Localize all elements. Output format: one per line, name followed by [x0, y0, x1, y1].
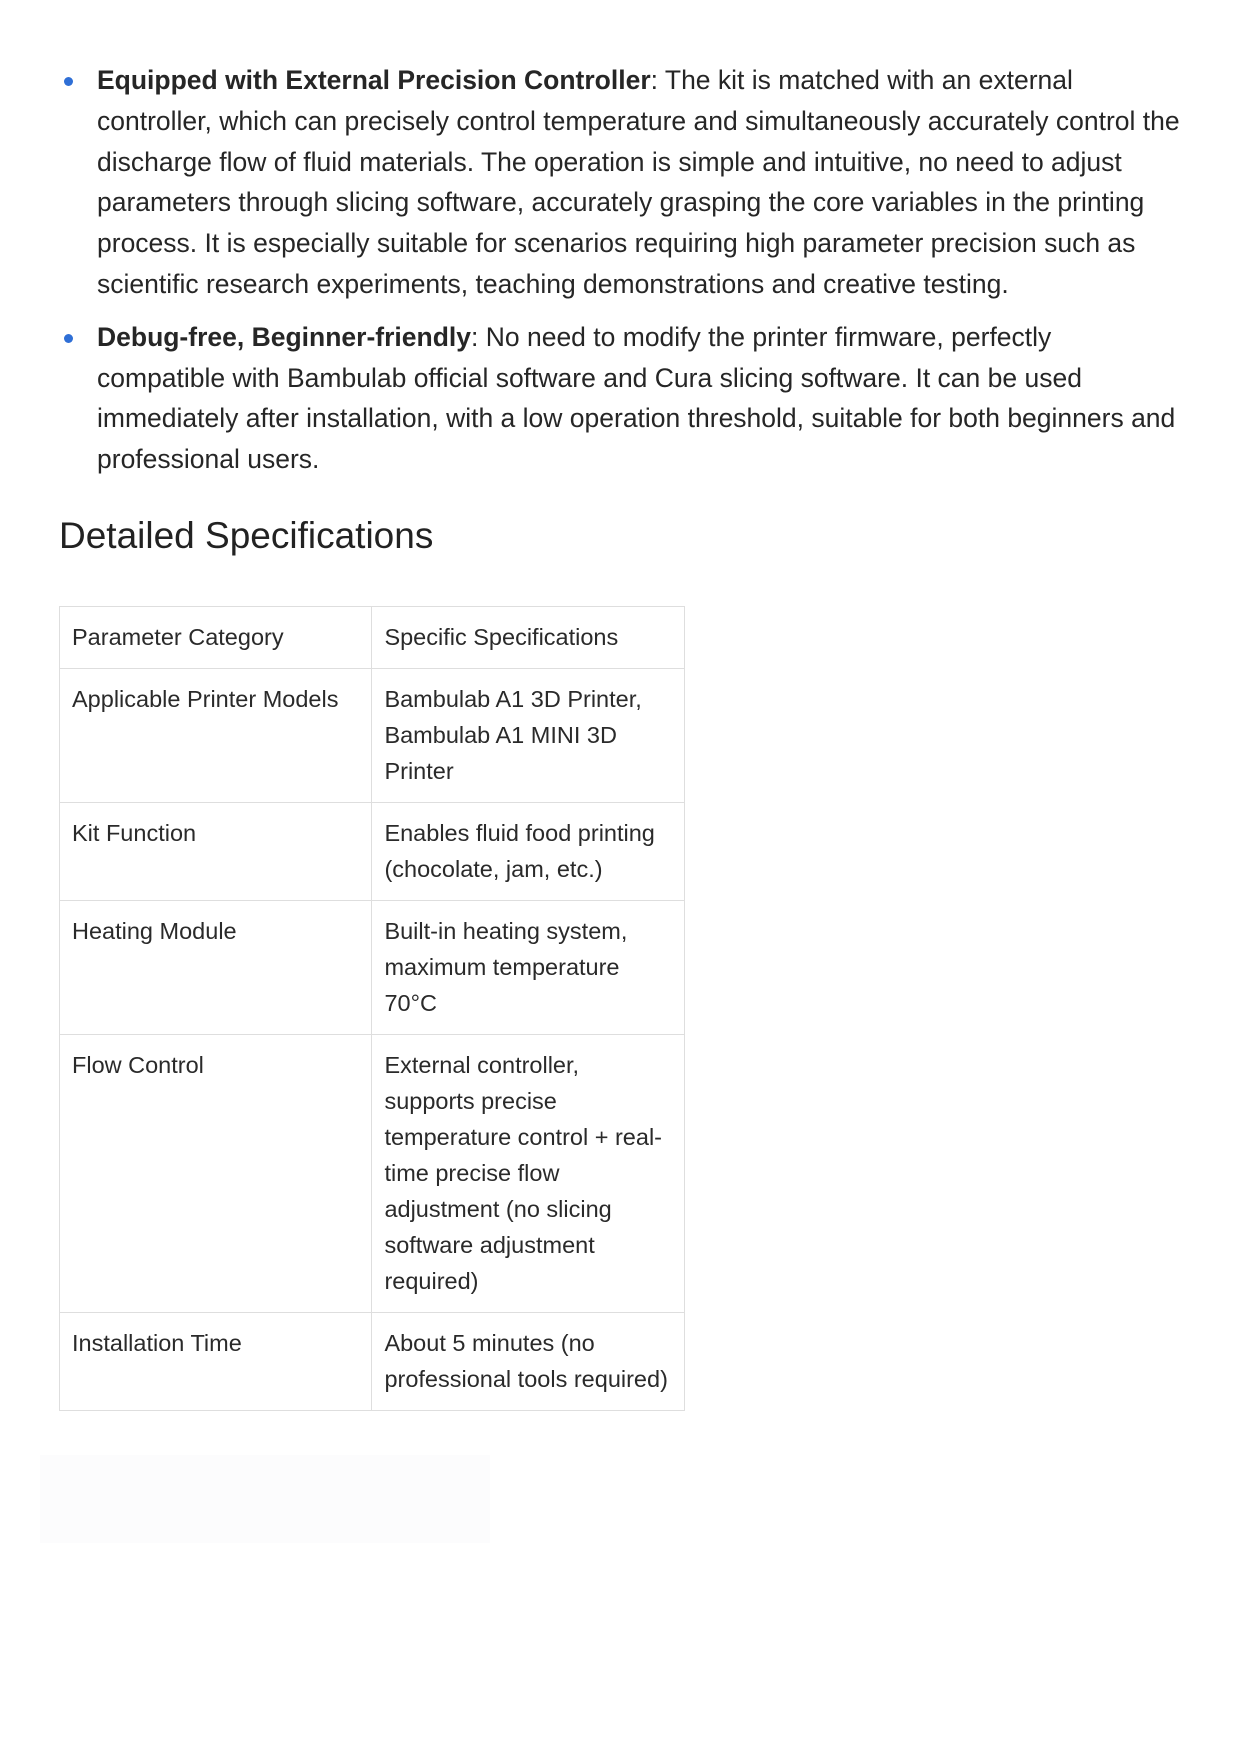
table-cell-spec: Enables fluid food printing (chocolate, jam, etc.)	[372, 803, 685, 901]
feature-text: : No need to modify the printer firmware, perfectly compatible with Bambulab official software and Cura slicing software. It can be used immediately after installation, with a low operation threshold, suitable for both beginners and professional users.	[97, 321, 1176, 475]
spec-table	[59, 606, 685, 1411]
feature-text: : The kit is matched with an external controller, which can precisely control temperature and simultaneously accurately control the discharge flow of fluid materials. The operation is simple and intuitive, no need to adjust parameters through slicing software, accurately grasping the core variables in the printing process. It is especially suitable for scenarios requiring high parameter precision such as scientific research experiments, teaching demonstrations and creative testing.	[97, 65, 1180, 299]
feature-item	[60, 317, 1180, 480]
table-row	[60, 1035, 685, 1313]
table-cell-spec: Built-in heating system, maximum temperature 70°C	[372, 901, 685, 1035]
table-cell-category: Flow Control	[60, 1035, 372, 1313]
table-header-row	[60, 607, 685, 669]
table-row	[60, 901, 685, 1035]
table-cell-category: Installation Time	[60, 1313, 372, 1411]
table-cell-spec: About 5 minutes (no professional tools required)	[372, 1313, 685, 1411]
table-header-cell: Specific Specifications	[372, 607, 685, 669]
table-cell-category: Applicable Printer Models	[60, 669, 372, 803]
feature-item	[60, 60, 1180, 305]
feature-list	[60, 60, 1180, 492]
blank-placeholder	[40, 1455, 490, 1543]
table-cell-spec: Bambulab A1 3D Printer, Bambulab A1 MINI 3D Printer	[372, 669, 685, 803]
table-header-cell: Parameter Category	[60, 607, 372, 669]
table-cell-category: Heating Module	[60, 901, 372, 1035]
table-row	[60, 669, 685, 803]
section-heading: Detailed Specifications	[59, 515, 434, 556]
feature-title: Debug-free, Beginner-friendly	[97, 321, 471, 352]
table-row	[60, 803, 685, 901]
table-cell-spec: External controller, supports precise temperature control + real-time precise flow adjustment (no slicing software adjustment required)	[372, 1035, 685, 1313]
bullet-icon	[64, 77, 73, 86]
table-cell-category: Kit Function	[60, 803, 372, 901]
bullet-icon	[64, 334, 73, 343]
table-row	[60, 1313, 685, 1411]
feature-title: Equipped with External Precision Controller	[97, 65, 651, 95]
